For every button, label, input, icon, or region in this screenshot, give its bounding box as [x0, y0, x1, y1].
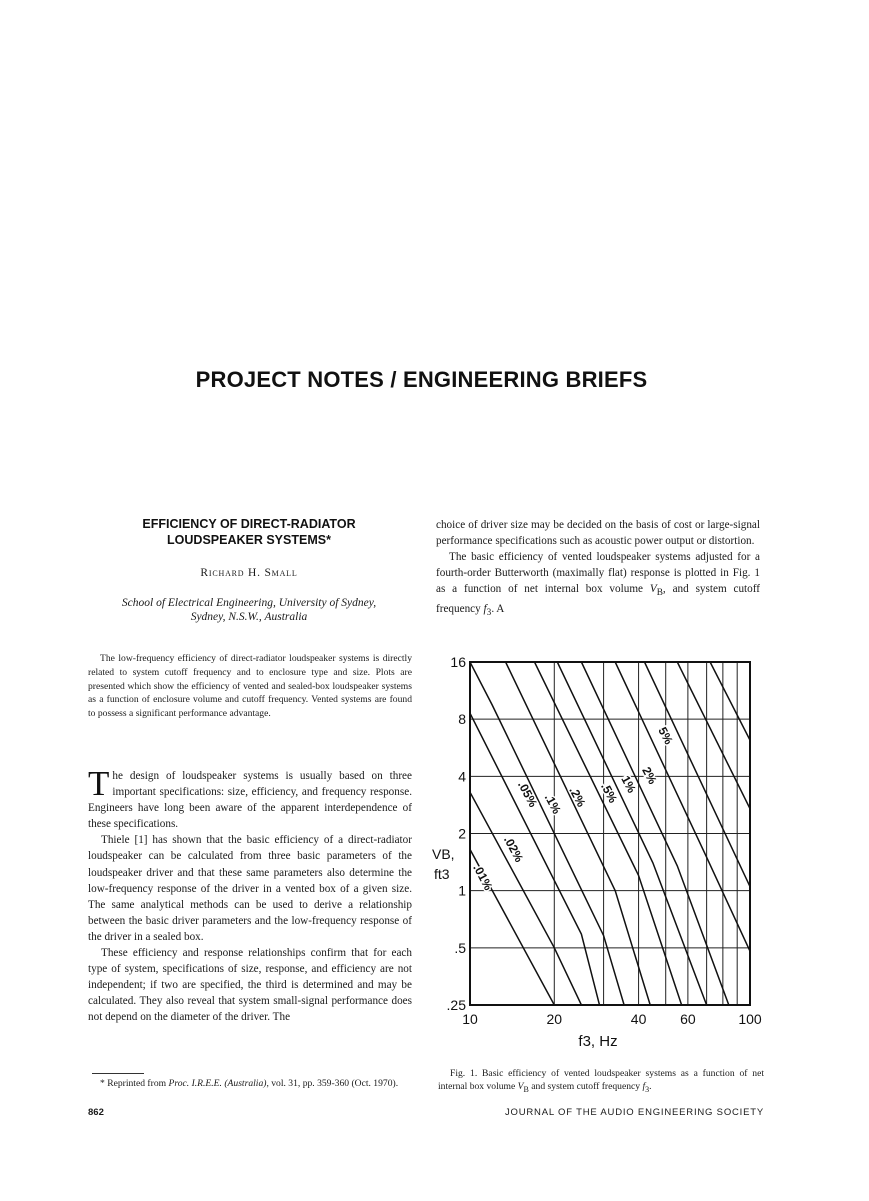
body-column-left: [88, 764, 412, 1026]
f3-symbol: f: [483, 603, 487, 616]
y-tick-label-5: .5: [454, 939, 466, 956]
y-axis-title-line-2: ft3: [434, 866, 450, 882]
author-name: Richard H. Small: [200, 567, 298, 579]
body-paragraph-continued: choice of driver size may be decided on the basis of cost or large-signal performance specifications such as acoustic power output or distortion.: [436, 519, 760, 547]
caption-part-1: Fig. 1. Basic efficiency of vented loudspeaker systems as a function of net internal box volume: [438, 1068, 764, 1092]
caption-part-2: and system cutoff frequency: [528, 1080, 643, 1092]
y-axis-title-line-1: VB,: [432, 846, 455, 862]
body-paragraph-2: Thiele [1] has shown that the basic efficiency of a direct-radiator loudspeaker can be calculated from three basic parameters of the loudspeaker driver and that these same parameters also determine the low-frequency response of the driver in a vented box of a given size. The same analytical methods can be used to derive a relationship between the basic driver parameters and the low-frequency response of the driver in a sealed box.: [88, 834, 412, 943]
body-paragraph-1: [88, 764, 412, 832]
efficiency-line-unlabeled-11: [710, 662, 750, 740]
paragraph-4-part-b: , and system cutoff frequency: [436, 583, 760, 616]
series-label-01pct: .01%: [470, 861, 496, 893]
x-tick-label-10: 10: [462, 1011, 478, 1027]
y-tick-label-4: 4: [458, 768, 466, 785]
x-tick-label-20: 20: [546, 1011, 563, 1027]
article-title-line-1: EFFICIENCY OF DIRECT-RADIATOR: [142, 517, 356, 531]
vb-subscript: B: [656, 588, 663, 599]
paragraph-1-text: he design of loudspeaker systems is usually based on three important specifications: size, efficiency, and frequency response. Engineers have long been aware of the apparent interdependence of these specifications.: [88, 770, 412, 831]
affiliation-line-1: School of Electrical Engineering, University of Sydney,: [121, 597, 377, 609]
f3-subscript: 3: [486, 608, 492, 619]
footnote-mark: * Reprinted from: [100, 1078, 169, 1089]
series-label-1pct: 1%: [618, 773, 639, 796]
efficiency-chart: [430, 652, 770, 1052]
paragraph-4-part-a: The basic efficiency of vented loudspeaker systems adjusted for a fourth-order Butterworth (maximally flat) response is plotted in Fig. 1 as a function of net internal box volume: [436, 551, 760, 595]
footnote-rule: [92, 1073, 144, 1074]
page-number: 862: [88, 1107, 104, 1118]
series-label-2pct: 2%: [639, 764, 660, 787]
caption-part-3: .: [649, 1080, 652, 1092]
body-paragraph-3: These efficiency and response relationships confirm that for each type of system, specifications of size, response, and efficiency are not independent; if two are specified, the third is determined and may be calculated. They also reveal that system small-signal performance does not depend on the diameter of the driver. The: [88, 947, 412, 1024]
x-axis-title: f3, Hz: [578, 1033, 618, 1050]
y-tick-label-16: 16: [450, 654, 466, 670]
caption-vb-subscript: B: [523, 1084, 529, 1094]
x-tick-label-100: 100: [738, 1011, 762, 1027]
journal-footer: JOURNAL OF THE AUDIO ENGINEERING SOCIETY: [505, 1107, 764, 1118]
vb-symbol: V: [649, 583, 657, 595]
author-affiliation: [90, 596, 408, 624]
series-label-5pct: .5%: [598, 780, 621, 806]
paragraph-4-part-c: . A: [491, 603, 505, 616]
body-column-right: [436, 517, 760, 621]
series-label-05pct: .05%: [514, 778, 541, 810]
section-header: PROJECT NOTES / ENGINEERING BRIEFS: [195, 367, 648, 392]
article-title: [90, 516, 408, 548]
figure-1: [430, 652, 770, 1052]
efficiency-line-5pct: [615, 662, 750, 951]
series-labels: [470, 725, 676, 893]
y-tick-label-2: 2: [458, 825, 466, 842]
body-paragraph-4: [436, 549, 760, 621]
x-tick-label-60: 60: [680, 1011, 696, 1027]
footnote-source: Proc. I.R.E.E. (Australia): [168, 1078, 267, 1089]
efficiency-line-unlabeled-9: [645, 662, 751, 887]
figure-caption: [438, 1068, 764, 1096]
affiliation-line-2: Sydney, N.S.W., Australia: [190, 611, 308, 623]
caption-vb-symbol: V: [517, 1080, 524, 1092]
y-tick-label-8: 8: [458, 711, 466, 728]
series-label-5pct: 5%: [655, 724, 676, 747]
abstract: The low-frequency efficiency of direct-radiator loudspeaker systems is directly related to system cutoff frequency and to enclosure type and size. Plots are presented which show the efficiency of vented and sealed-box loudspeaker systems as a function of enclosure volume and cutoff frequency. Vented systems are found to possess a significant performance advantage.: [88, 653, 412, 720]
caption-f3-symbol: f: [642, 1080, 646, 1092]
y-tick-label-1: 1: [458, 882, 466, 899]
series-label-1pct: .1%: [541, 791, 564, 817]
article-title-line-2: LOUDSPEAKER SYSTEMS*: [167, 533, 331, 547]
y-tick-label-25: .25: [446, 997, 466, 1013]
series-label-2pct: .2%: [566, 784, 589, 810]
footnote-rest: , vol. 31, pp. 359-360 (Oct. 1970).: [266, 1078, 399, 1089]
caption-f3-subscript: 3: [645, 1084, 650, 1094]
x-tick-label-40: 40: [630, 1011, 647, 1027]
footnote: [88, 1077, 412, 1090]
series-label-02pct: .02%: [500, 833, 527, 865]
drop-cap: T: [88, 764, 110, 803]
